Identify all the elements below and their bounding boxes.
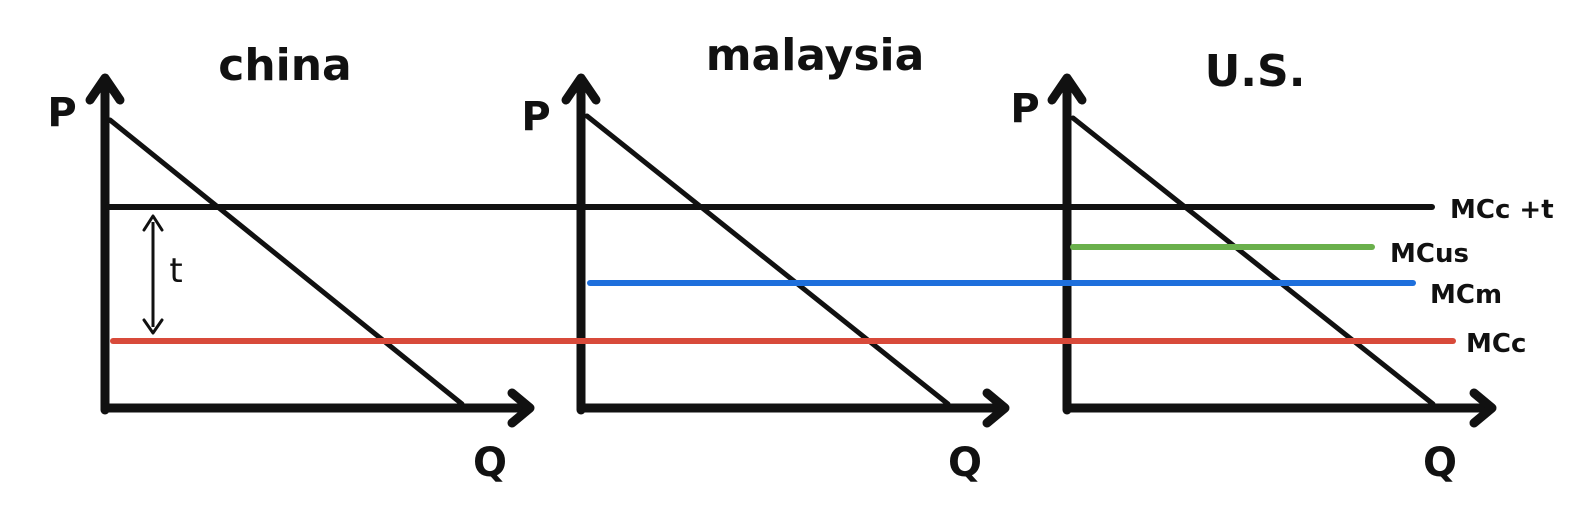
panel-title-china: china — [218, 40, 352, 91]
panel-title-us: U.S. — [1204, 46, 1306, 97]
y-axis-label-malaysia: P — [521, 94, 551, 140]
x-axis-label-china: Q — [472, 440, 508, 486]
y-axis-label-us: P — [1010, 86, 1040, 132]
demand-line-china — [110, 120, 462, 404]
y-axis-label-china: P — [47, 90, 77, 136]
panel-china — [47, 40, 530, 486]
panel-title-malaysia: malaysia — [705, 30, 925, 81]
mc-c-label: MCc — [1466, 329, 1527, 359]
mc-m-label: MCm — [1430, 280, 1503, 310]
cost-lines — [108, 195, 1554, 359]
mc-us-label: MCus — [1390, 239, 1469, 269]
x-axis-label-us: Q — [1422, 440, 1458, 486]
mc-c-plus-t-label: MCc +t — [1450, 195, 1554, 225]
panel-malaysia — [521, 30, 1005, 486]
demand-line-malaysia — [587, 116, 948, 404]
tariff-label: t — [169, 251, 183, 291]
demand-line-us — [1073, 118, 1433, 404]
x-axis-label-malaysia: Q — [947, 440, 983, 486]
